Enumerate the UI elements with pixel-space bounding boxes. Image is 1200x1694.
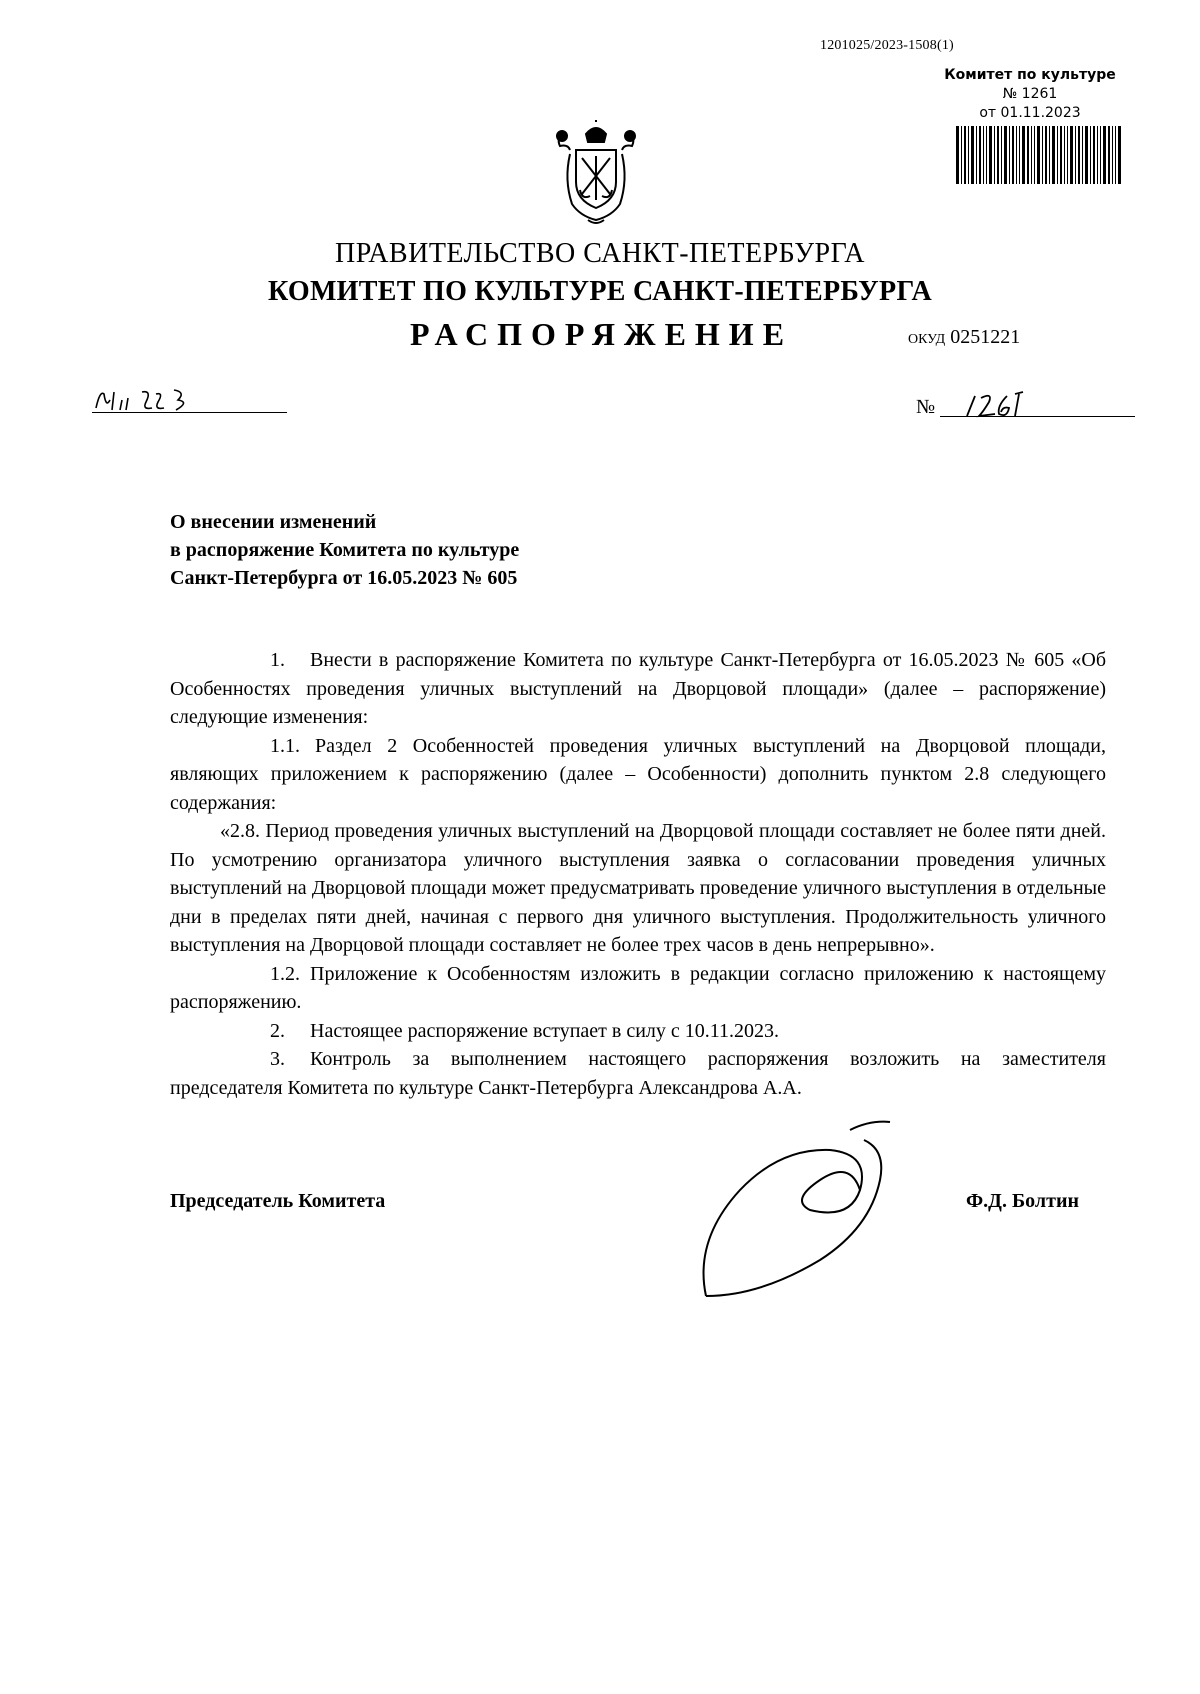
registration-stamp [940,66,1120,123]
handwritten-signature [700,1120,900,1300]
barcode-icon [956,126,1121,184]
signer-name: Ф.Д. Болтин [966,1190,1079,1212]
subject-line: О внесении изменений [170,511,377,533]
subject-line: в распоряжение Комитета по культуре [170,539,520,561]
paragraph-2 [170,1017,1106,1046]
paragraph-number: 1.2. [270,962,300,985]
document-subject [170,508,519,592]
handwritten-date [94,380,284,416]
paragraph-text: Внести в распоряжение Комитета по культуре Санкт-Петербурга от 16.05.2023 № 605 «Об Особенностях проведения уличных выступлений на Дворцовой площади» (далее – распоряжение) следующие изменения: [170,649,1106,728]
paragraph-number: 3. [270,1048,285,1070]
committee-title: КОМИТЕТ ПО КУЛЬТУРЕ САНКТ-ПЕТЕРБУРГА [267,276,933,307]
paragraph-text: «2.8. Период проведения уличных выступлений на Дворцовой площади составляет не более пяти дней. По усмотрению организатора уличного выступления заявка о согласовании проведения уличных выступлений на Дворцовой площади может предусматривать проведение уличного выступления в отдельные дни в пределах пяти дней, начиная с первого дня уличного выступления. Продолжительность уличного выступления на Дворцовой площади составляет не более трех часов в день непрерывно». [170,820,1106,956]
paragraph-text: Раздел 2 Особенностей проведения уличных выступлений на Дворцовой площади, являющих приложением к распоряжению (далее – Особенности) дополнить пунктом 2.8 следующего содержания: [170,734,1106,814]
date-underline [92,412,287,413]
number-underline [940,416,1135,417]
paragraph-1-1 [170,732,1106,818]
paragraph-text: Настоящее распоряжение вступает в силу с 10.11.2023. [310,1019,780,1042]
paragraph-1-2 [170,960,1106,1017]
paragraph-number: 1. [270,649,285,671]
paragraph-1 [170,646,1106,732]
paragraph-number: 1.1. [270,734,300,757]
paragraph-text: Контроль за выполнением настоящего распоряжения возложить на заместителя председателя Комитета по культуре Санкт-Петербурга Александрова А.А. [170,1048,1106,1099]
document-type: РАСПОРЯЖЕНИЕ [410,316,794,352]
okud-label: ОКУД [908,332,946,347]
paragraph-3 [170,1045,1106,1102]
paragraph-2-8 [170,817,1106,960]
okud-code [908,326,1020,349]
stamp-date: от 01.11.2023 [979,105,1081,121]
paragraph-text: Приложение к Особенностям изложить в редакции согласно приложению к настоящему распоряжению. [170,962,1106,1013]
government-title: ПРАВИТЕЛЬСТВО САНКТ-ПЕТЕРБУРГА [335,238,865,269]
stamp-org: Комитет по культуре [944,67,1116,83]
coat-of-arms-icon [550,120,642,226]
stamp-number: № 1261 [1002,86,1058,102]
signer-title: Председатель Комитета [170,1190,386,1212]
subject-line: Санкт-Петербурга от 16.05.2023 № 605 [170,567,518,589]
document-body [170,646,1106,1102]
okud-value: 0251221 [950,326,1021,348]
paragraph-number: 2. [270,1019,285,1042]
number-label: № [916,396,936,418]
registration-number: 1201025/2023-1508(1) [820,38,954,53]
